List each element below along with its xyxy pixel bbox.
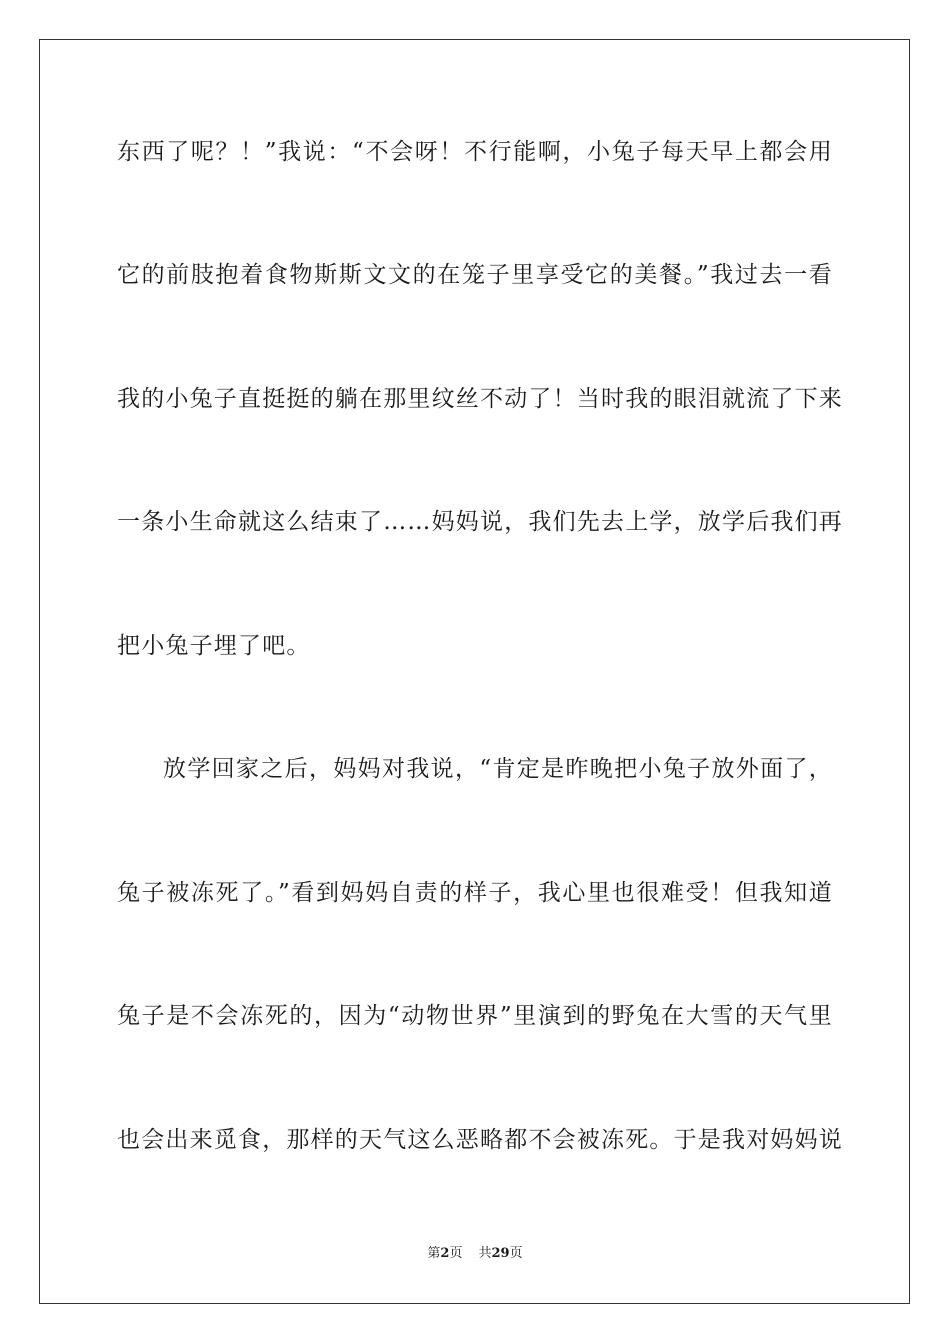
paragraph-line-5: 把小兔子埋了吧。 <box>117 633 311 659</box>
paragraph-line-9: 也会出来觅食，那样的天气这么恶略都不会被冻死。于是我对妈妈说 <box>117 1127 843 1153</box>
paragraph-line-2: 它的前肢抱着食物斯斯文文的在笼子里享受它的美餐。”我过去一看 <box>117 262 833 288</box>
paragraph-line-3: 我的小兔子直挺挺的躺在那里纹丝不动了！当时我的眼泪就流了下来 <box>117 386 843 412</box>
paragraph-line-4: 一条小生命就这么结束了……妈妈说，我们先去上学，放学后我们再 <box>117 509 843 535</box>
page-suffix: 页 <box>449 1246 463 1261</box>
paragraph-line-6: 放学回家之后，妈妈对我说，“肯定是昨晚把小兔子放外面了， <box>163 756 833 782</box>
total-suffix: 页 <box>509 1246 523 1261</box>
total-page-number: 29 <box>491 1246 510 1261</box>
paragraph-line-8: 兔子是不会冻死的，因为“动物世界”里演到的野兔在大雪的天气里 <box>117 1003 833 1029</box>
page-prefix: 第 <box>427 1246 441 1261</box>
current-page-number: 2 <box>440 1246 450 1261</box>
page-footer <box>0 1245 950 1263</box>
paragraph-line-1: 东西了呢？！”我说：“不会呀！不行能啊，小兔子每天早上都会用 <box>117 139 833 165</box>
page-border <box>39 39 910 1304</box>
paragraph-line-7: 兔子被冻死了。”看到妈妈自责的样子，我心里也很难受！但我知道 <box>117 880 833 906</box>
total-prefix: 共 <box>478 1246 492 1261</box>
